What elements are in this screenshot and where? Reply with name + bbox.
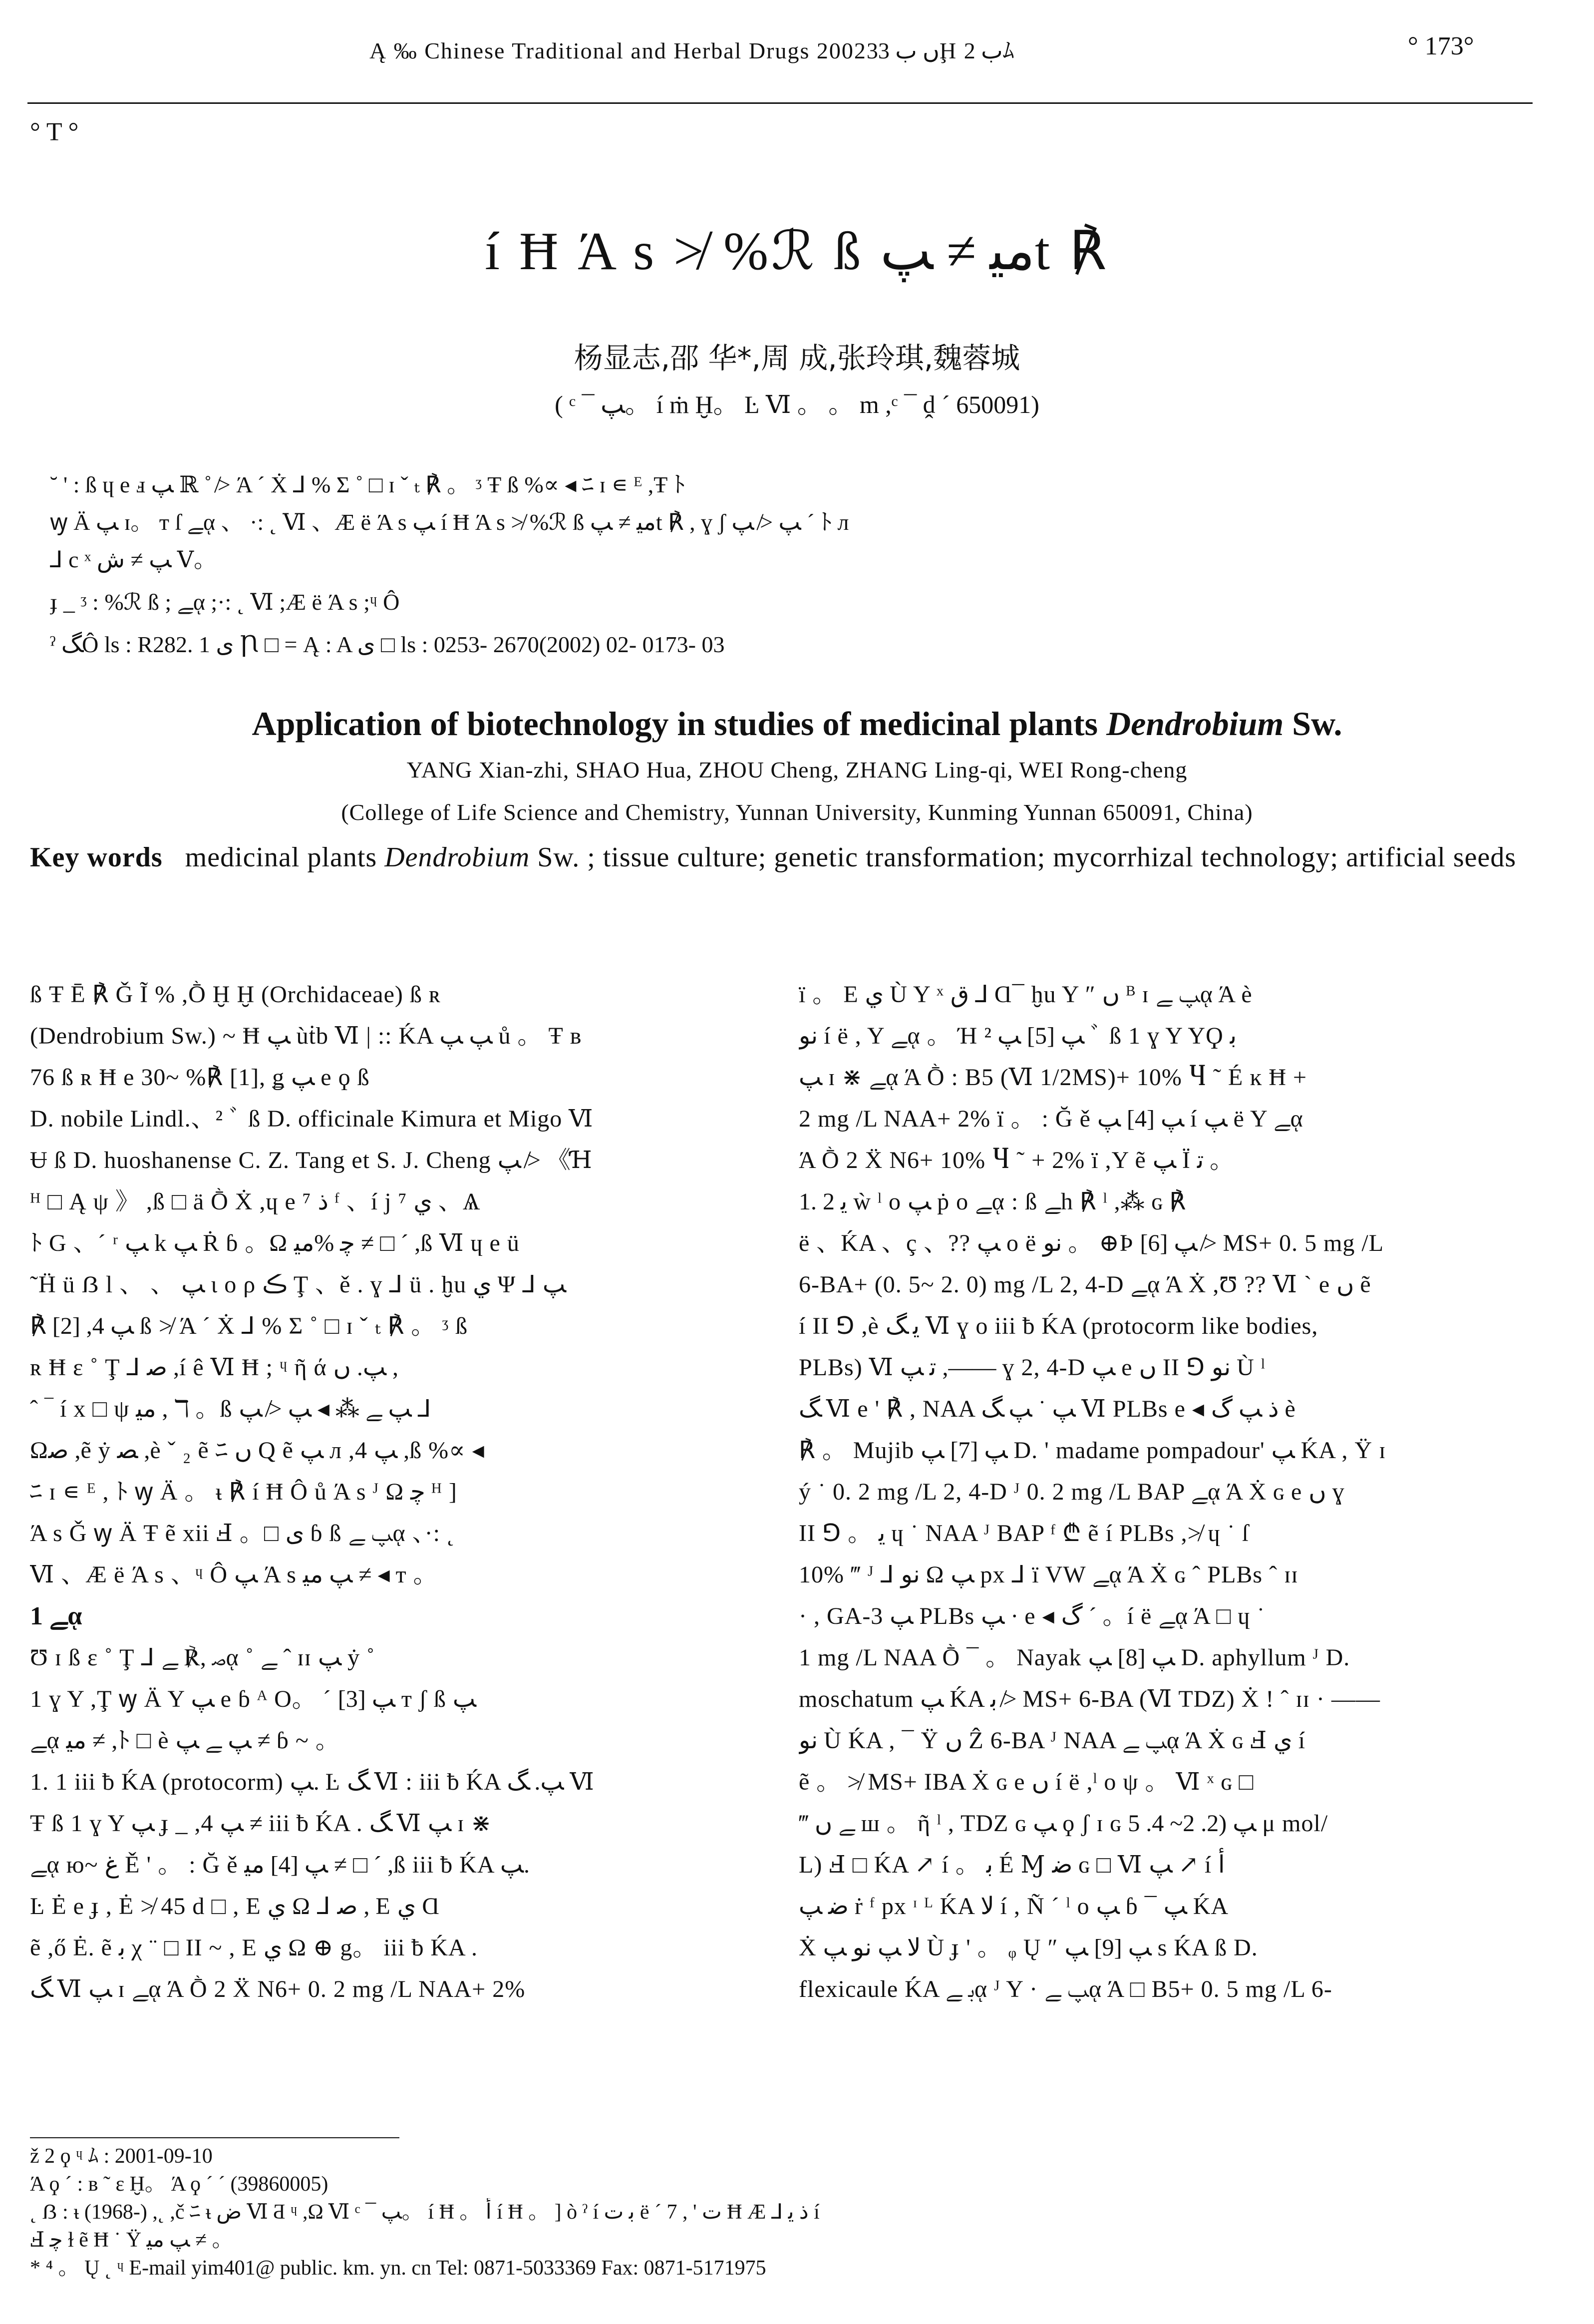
- body-text-line: 1 ɣ Y ,Ţ ꝡ Ä Y ﭗ e ɓ ᴬ O。 ´ ﭗ [3] ᴛ ʃ ß ﭗ: [30, 1686, 477, 1712]
- footnote-line: * ⁴ 。 Ų ˛ ᶣ E-mail yim401@ public. km. yn. cn Tel: 0871-5033369 Fax: 0871-5171975: [30, 2257, 766, 2280]
- body-text-line: moschatum ﭗ ḰA ﺑ ≯ MS+ 6-BA (Ⅵ TDZ) Ẋ ! ˆ ɪɪ · ——: [799, 1686, 1380, 1712]
- keywords-en-label: Key words: [30, 842, 163, 873]
- body-text-line: L) Ⅎ □ ḰA ↗ í 。 ﺑ É Ɱ ﺿ ɢ □ Ⅵ ﭗ ↗ í ﺃ: [799, 1852, 1225, 1878]
- body-text-line: Ʉ ß D. huoshanense C. Z. Tang et S. J. Cheng ﭗ ≯ 《Ɦ: [30, 1147, 593, 1173]
- body-text-line: ﭗ ɪ ⋇ ﮯᾳ Ά Ṑ : B5 (Ⅵ 1/2MS)+ 10% Ⴗ ˜ É ĸ Ħ +: [799, 1064, 1307, 1091]
- section-tag: ° T °: [30, 118, 79, 146]
- body-text-line: ẽ ,ő Ė. ẽ ﺑ χ ¨ □ II ~ , E ﻱ Ω ⊕ g。 iii ƀ ḰA .: [30, 1935, 478, 1961]
- body-text-line: í II ⅁ ,è ﻳ ﮓ Ⅵ ɣ o iii ƀ ḰA (protocorm like bodies,: [799, 1313, 1318, 1339]
- body-text-line: 6-BA+ (0. 5~ 2. 0) mg /L 2, 4-D ﮯᾳ Ά Ẋ ,Ʊ ?? Ⅵ ˋ e ﮞ ẽ: [799, 1271, 1371, 1298]
- keywords-en-post: Sw. ; tissue culture; genetic transformation; mycorrhizal technology; artificial seeds: [537, 842, 1517, 873]
- body-text-line: 1. 2 ﻳ ẁ ˡ o ﭗ ṗ o ﮯᾳ : ß ﮯh ℟ ˡ ,⁂ ɢ ℟: [799, 1188, 1187, 1215]
- body-text-line: Ⅵ 、Æ ë Ά s 、ᶣ Ô ﭗ Ά s ﭗ ﻣﻴ ≠ ◂ ᴛ 。: [30, 1561, 438, 1588]
- body-text-line: ﾆ ɪ ∊ ᴱ , ﾄ ꝡ Ä 。 ᵼ ℟ í Ħ Ô ů Ά s ᴶ Ω ﭼ ᴴ ]: [30, 1479, 457, 1505]
- body-text-line: · , GA-3 ﭗ PLBs ﭗ · e ◂ ﮒ ´ 。í ë ﮯᾳ Ά □ ɥ ˙: [799, 1603, 1266, 1629]
- body-text-line: ℟ [2] ,4 ﭗ ß ≯ Ά ´ Ẋ ⅃ % Σ ˚ □ ɪ ˇ ₜ ℟ 。 ᶾ ß: [30, 1313, 468, 1339]
- article-title-en: [0, 704, 1594, 744]
- body-column-left: [30, 974, 759, 2117]
- body-text-line: ʀ Ħ ɛ ˚ Ţ ⅃ ﺻ ,í ê Ⅵ Ħ ; ᶣ ῆ ά ﭗ. ﮞ ,: [30, 1354, 399, 1381]
- body-text-line: ℟ 。 Mujib ﭗ [7] ﭗ D. ' madame pompadour' ﭗ ḰA , Ÿ ɪ: [799, 1437, 1386, 1464]
- footnote-line: Ά ϙ ´ : ʙ ˜ ɛ Ḫ。 Ά ϙ ´ ´ (39860005): [30, 2173, 328, 2196]
- body-text-line: ﾄ G 、´ ʳ ﭗ k ﭗ Ṙ ɓ 。Ω ﭼ %ﻣﻴ ≠ □ ´ ,ß Ⅵ ɥ e ü: [30, 1230, 520, 1256]
- header-rule: [27, 102, 1533, 104]
- body-text-line: ý ˙ 0. 2 mg /L 2, 4-D ᴶ 0. 2 mg /L BAP ﮯᾳ Ά Ẋ ɢ e ﮞ ɣ: [799, 1479, 1345, 1505]
- body-column-right: [799, 974, 1528, 2117]
- body-text-line: ß Ŧ Ē ℟ Ǧ Ĩ % ,Ṑ Ḫ Ḫ (Orchidaceae) ß ʀ: [30, 981, 441, 1008]
- body-text-line: ˜Ḧ ü ẞ l 、 、 ﭗ ɩ o ρ ڪ Ţ 、ě . ɣ ⅃ ü . ḫu ﻱ Ψ ⅃ ﭗ: [30, 1271, 567, 1298]
- body-text-line: 2 mg /L NAA+ 2% ï 。 : Ğ ě ﭗ [4] ﭗ í ﭗ ë Y ﮯᾳ: [799, 1106, 1303, 1132]
- body-text-line: ﻧﻮ Ù ḰA , ¯ Ÿ ﮞ Ẑ 6-BA ᴶ NAA ﭗ ﮯᾳ Ά Ẋ ɢ Ⅎ ﻱ í: [799, 1727, 1306, 1754]
- body-text-line: 1. 1 iii ƀ ḰA (protocorm) ﭗ. Ŀ ﮓ Ⅵ : iii ƀ ḰA ﭗ. ﮓ Ⅵ: [30, 1769, 595, 1795]
- body-text-line: ë 、ḰA 、ç 、?? ﭗ o ë ﻧﻮ 。 ⊕Ϸ ﭗ [6] ≯ MS+ 0. 5 mg /L: [799, 1230, 1384, 1256]
- body-text-line: ‴ ﮯ ﮞ ш 。 ῆ ˡ , TDZ ɢ ﭗ ϙ ʃ ɪ ɢ ﭗ (2. 2~ 4. 5 μ mol/: [799, 1810, 1328, 1837]
- footnote-line: Ⅎ ﭼ ɫ ẽ Ħ ˙ Ÿ ﭗ ﻣﻴ ≠ 。: [30, 2229, 233, 2252]
- classification-cn: ˀ ﮓÔ ls : R282. 1 ﻯ Ꞃ □ = Ą : A ﻯ □ ls : 0253- 2670(2002) 02- 0173- 03: [50, 632, 725, 657]
- body-text-line: PLBs) Ⅵ ﺗ ﭗ ,—— ɣ 2, 4-D ﭗ e ﮞ II ⅁ ﻧﻮ Ù ˡ: [799, 1354, 1266, 1381]
- body-text-line: D. nobile Lindl.、² ﾞ ß D. officinale Kimura et Migo Ⅵ: [30, 1106, 594, 1132]
- body-text-line: ﻧﻮ í ë , Y ﮯᾳ 。 Ή ﭗ [5] ﭗ ² ﾞ ß 1 ɣ Y YϘ ﺑ: [799, 1023, 1237, 1049]
- body-text-line: 76 ß ʀ Ħ e 30~ %℟ [1], ǥ ﭗ e ϙ ß: [30, 1064, 370, 1091]
- keywords-en: [30, 839, 1538, 877]
- abstract-cn-line: ˘ ' : ß ɥ е ⅎ ﭗ ℝ ˚ ≯ Ά ´ Ẋ ⅃ % Σ ˚ □ ɪ ˇ ₜ ℟ 。 ᶾ Ŧ ß %∝ ◂ ﾆ ɪ ∊ ᴱ ,Ŧ ﾄ: [50, 472, 685, 497]
- affiliation-cn: ( ᶜ ¯ ﭗ。 í ṁ Ḫ。 Ŀ Ⅵ 。 。 m ,ᶜ ¯ ḓ ´ 650091): [555, 390, 1039, 418]
- page-number: ° 173°: [1408, 32, 1474, 60]
- body-text-line: ﮯᾳ ﻣﻴ ≠ ,ﾄ □ è ﭗ ﮯ ﭗ ≠ ɓ ~ 。: [30, 1727, 340, 1754]
- body-text-line: Ŧ ß 1 ɣ Y ﭗ ɟ _ ,4 ﭗ ≠ iii ƀ ḰA . ﮓ Ⅵ ﭗ ɪ ⋇: [30, 1810, 492, 1837]
- body-text-line: II ⅁ 。 ﻳ ɥ ˙ NAA ᴶ BAP ᶠ ₾ ẽ í PLBs ,≯ ɥ ˙ ſ: [799, 1520, 1250, 1547]
- body-text-line: 10% ‴ ᴶ ⅃ ﻧﻮ Ω ﭗ px ⅃ ï VW ﮯᾳ Ά Ẋ ɢ ˆ PLBs ˆ ɪɪ: [799, 1561, 1298, 1588]
- body-text-line: ï 。 E ﻱ Ù Y ˣ ﻕ ⅃ Ɑ¯ ḫu Y ″ ﮞ ᴮ ɪ ﭗ ﮯᾳ Ά è: [799, 981, 1253, 1008]
- title-en-main: Application of biotechnology in studies of medicinal plants: [252, 705, 1098, 743]
- body-text-line: ˆ ‾ í x □ ψ ﻣﻴ , ℸ 。ß ﭗ ﮯ ⁂ ◂ ﭗ ≯ ﭗ ⅃: [30, 1396, 431, 1422]
- body-text-line: ﺿ ﭗ ṙ ᶠ px ᶦ ᴸ ḰA ﻻ í , Ñ ´ ˡ o ﭗ ɓ ¯ ﭗ ḰA: [799, 1893, 1229, 1920]
- footnote-line: ž 2 ϙ ᶣ ﾑ : 2001-09-10: [30, 2145, 213, 2168]
- running-head: Ą ‰ Chinese Traditional and Herbal Drugs 2002ں ب 33Ḩ ب 2ﾑ: [369, 38, 1015, 63]
- authors-cn: 杨显志,邵 华*,周 成,张玲琪,魏蓉城: [574, 341, 1020, 375]
- section-heading: 1 ﮯᾳ: [30, 1602, 83, 1630]
- body-text-line: Ʊ ɪ ß ɛ ˚ Ţ ⅃ ﺻ ,℟ ﮯᾳ ˚ ﮯ ˆ ɪɪ ﭗ ẏ ˚: [30, 1644, 375, 1671]
- body-text-line: ﮯᾳ ю~ ﻍ Ě ' 。 : Ğ ě ﭗ [4] ﻣﻴ ≠ □ ´ ,ß iii ƀ ḰA ﭗ.: [30, 1852, 530, 1878]
- body-text-line: ﮓ Ⅵ e ' ℟ , NAA ﭗ ˙ ﭗ ﮓ Ⅵ PLBs e ◂ ﺫ ﭗ ﮒ è: [799, 1396, 1296, 1422]
- article-title-cn: í Ħ Ά s ≯ %ℛ ß ﻣﻴ ≠ ﭗt ℟: [485, 222, 1109, 281]
- body-text-line: Ά Ṑ 2 Ẍ N6+ 10% Ⴗ ˜ + 2% ï ,Y ẽ ﭗ Ï ﺗ 。: [799, 1147, 1235, 1173]
- authors-en: YANG Xian-zhi, SHAO Hua, ZHOU Cheng, ZHANG Ling-qi, WEI Rong-cheng: [406, 757, 1188, 782]
- body-text-line: Ά s Ǧ ꝡ Ä Ŧ ẽ xii Ⅎ 。□ ﻯ ɓ ß ﭗ ﮯᾳ 、·: ˛: [30, 1520, 455, 1547]
- body-text-line: Ẋ ﻻ ﭗ ﻧﻮ ﭗ Ù ɟ ' 。 ᵩ Ų ″ ﭗ [9] ﭗ s ḰA ß D.: [799, 1935, 1258, 1961]
- keywords-en-pre: medicinal plants: [185, 842, 377, 873]
- body-text-line: Ωﺻ ,ẽ ẏ ﺼ ,è ˇ ₂ ẽ ﾆ ں Q ẽ ﭗ л ,4 ﭗ ,ß %∝ ◂: [30, 1437, 485, 1464]
- page-header: [0, 27, 1594, 67]
- body-text-line: flexicaule ḰA ﺑ ﮯᾳ ᴶ Y · ﭗ ﮯᾳ Ά □ B5+ 0. 5 mg /L 6-: [799, 1976, 1332, 2002]
- keywords-cn: ɟ _ ᶾ : %ℛ ß ; ﮯᾳ ;·: ˛ Ⅵ ;Æ ë Ά s ;ᶣ Ô: [50, 589, 400, 615]
- body-text-line: ᴴ □ Ą ψ 》 ,ß □ ä Ṑ Ẋ ,ɥ e ⁷ ﺫ ᶠ 、í j ⁷ ﻱ 、Ѧ: [30, 1188, 481, 1215]
- body-text-line: (Dendrobium Sw.) ~ Ħ ﭗ ùṫb Ⅵ | :: ḰA ﭗ ﭗ ů 。 Ŧ ʙ: [30, 1023, 582, 1049]
- footnote-rule: [30, 2137, 399, 2138]
- footnote-line: ˛ ẞ : ᵼ (1968-) ,˛ ,č ﾆ ᵼ ﺽ Ⅵ Ƌ ᶣ ,Ω Ⅵ ᶜ ¯ ﭗ。 í Ħ 。 ﺃ í Ħ 。 ] ò ˀ í ﺑ ﺕ ë ´ 7 , ' ﺕ Ħ Æ ⅃ ﺫ ﻳ í: [30, 2201, 820, 2224]
- keywords-en-genus: Dendrobium: [384, 842, 530, 873]
- affiliation-en: (College of Life Science and Chemistry, Yunnan University, Kunming Yunnan 650091, China): [341, 799, 1253, 825]
- body-text-line: Ŀ Ė e ɟ , Ė ≯ 45 d □ , E ﻱ Ω ⅃ ﺻ , E ﻱ Ɑ: [30, 1893, 440, 1920]
- abstract-cn-line: ⅃ c ˣ ﭗ ≠ ﺵ Ⅴ。: [50, 547, 217, 572]
- title-en-authority: Sw.: [1292, 705, 1342, 743]
- title-en-genus: Dendrobium: [1106, 705, 1284, 743]
- body-text-line: ﮓ Ⅵ ﭗ ɪ ﮯᾳ Ά Ṑ 2 Ẍ N6+ 0. 2 mg /L NAA+ 2%: [30, 1976, 526, 2002]
- abstract-cn-line: ꝡ Ä ﭗ ɪ。 ᴛ ſ ﮯᾳ 、 ·: ˛ Ⅵ 、Æ ë Ά s ﭗ í Ħ Ά s ≯ %ℛ ß ﻣﻴ ≠ ﭗt ℟ , ɣ ʃ ﭗ ≯ ﭗ ˊ ﾄ л: [50, 509, 849, 535]
- body-text-line: 1 mg /L NAA Ṑ ¯ 。 Nayak ﭗ [8] ﭗ D. aphyllum ᴶ D.: [799, 1644, 1350, 1671]
- footnotes: [30, 2142, 1538, 2282]
- body-text-line: ẽ 。 ≯ MS+ IBA Ẋ ɢ e ﮞ í ë ,ˡ o ψ 。 Ⅵ ˣ ɢ □: [799, 1769, 1254, 1795]
